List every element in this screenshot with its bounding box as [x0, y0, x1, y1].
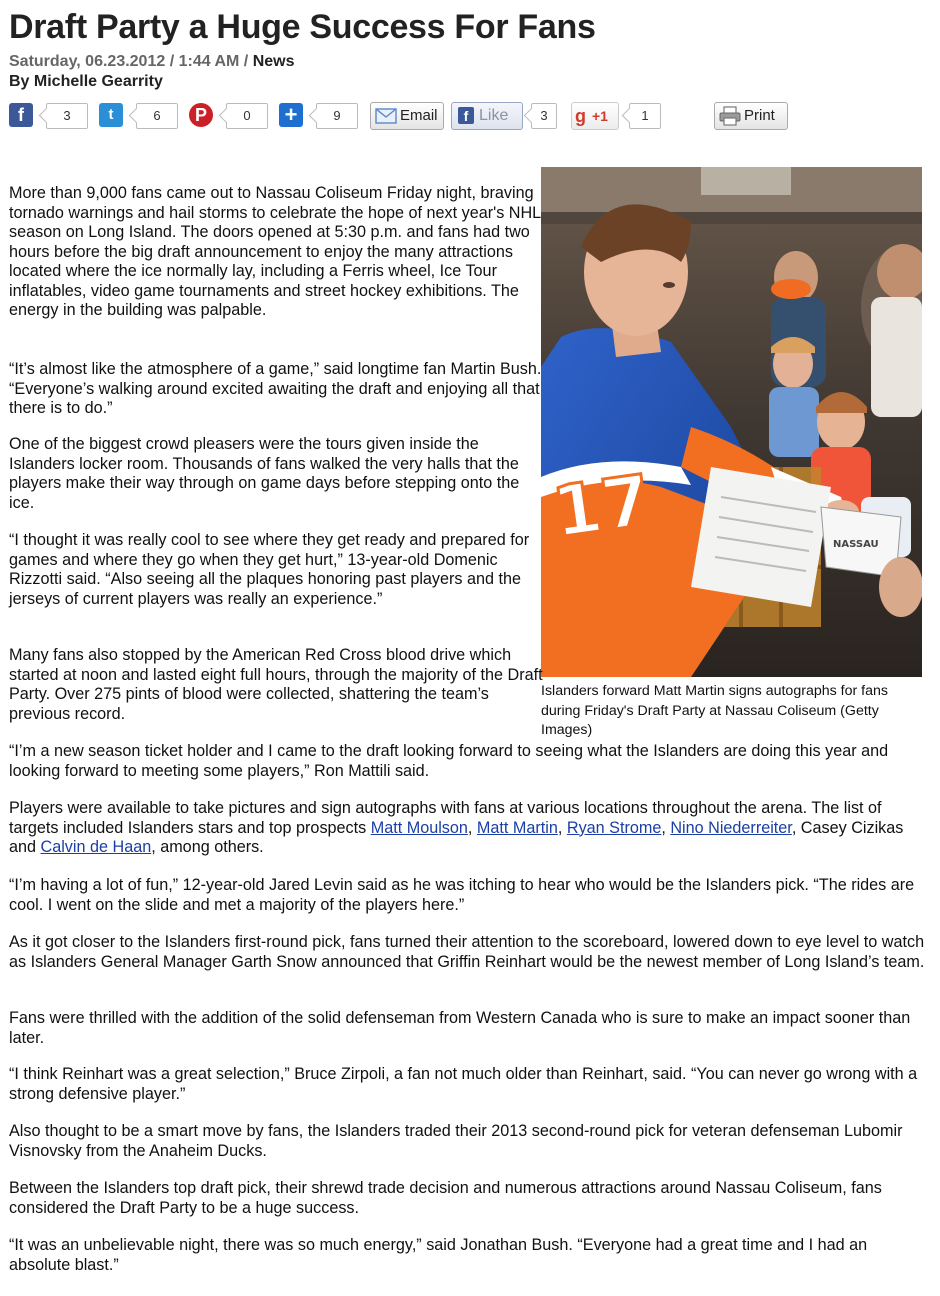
paragraph-10: Fans were thrilled with the addition of the solid defenseman from Western Canada who is sure to make an impact sooner than later. [9, 1009, 911, 1047]
paragraph-7-mid: , Casey Cizikas and [9, 818, 904, 856]
paragraph-8: “I’m having a lot of fun,” 12-year-old Jared Levin said as he was itching to hear who would be the Islanders pick. “The rides are cool. I went on the slide and met a majority of the players here.” [9, 876, 915, 914]
paragraph-7-sep-1: , [467, 818, 477, 837]
facebook-icon[interactable]: f [9, 103, 33, 127]
paragraph-13: Between the Islanders top draft pick, their shrewd trade decision and numerous attractions around Nassau Coliseum, fans considered the Draft Party to be a huge success. [9, 1179, 882, 1217]
pinterest-share-count: 0 [226, 103, 268, 129]
paragraph-12: Also thought to be a smart move by fans, the Islanders traded their 2013 second-round pick for veteran defenseman Lubomir Visnovsky from the Anaheim Ducks. [9, 1122, 903, 1160]
article-photo [541, 167, 922, 677]
player-signing-autographs-image [541, 167, 922, 677]
article-title: Draft Party a Huge Success For Fans [9, 8, 596, 46]
twitter-share-count: 6 [136, 103, 178, 129]
paragraph-5: Many fans also stopped by the American Red Cross blood drive which started at noon and lasted eight full hours, through the majority of the Draft Party. Over 275 pints of blood were collected, shattering the team’s previous record. [9, 646, 543, 723]
email-button[interactable] [370, 102, 444, 130]
like-label: Like [479, 107, 509, 124]
article-dateline [9, 52, 294, 72]
email-icon [375, 108, 397, 124]
paragraph-7-sep-3: , [661, 818, 671, 837]
paragraph-14: “It was an unbelievable night, there was so much energy,” said Jonathan Bush. “Everyone had a great time and I had an absolute blast.” [9, 1236, 868, 1274]
player-link-ryan-strome[interactable]: Ryan Strome [566, 818, 662, 837]
paragraph-2: “It’s almost like the atmosphere of a game,” said longtime fan Martin Bush. “Everyone’s walking around excited awaiting the draft and enjoying all that there is to do.” [9, 360, 542, 417]
google-plus-button[interactable] [571, 102, 619, 130]
addthis-icon[interactable]: + [279, 103, 303, 127]
paper-sign-text: NASSAU [833, 539, 879, 550]
twitter-icon[interactable]: t [99, 103, 123, 127]
facebook-like-icon: f [458, 107, 474, 124]
paragraph-9: As it got closer to the Islanders first-round pick, fans turned their attention to the scoreboard, lowered down to eye level to watch as Islanders General Manager Garth Snow announced that Griffin Reinhart would be the newest member of Long Island’s team. [9, 933, 925, 971]
paragraph-3: One of the biggest crowd pleasers were the tours given inside the Islanders locker room. Thousands of fans walked the very halls that the players make their way through on game days before stepping onto the ice. [9, 435, 520, 512]
paragraph-1: More than 9,000 fans came out to Nassau Coliseum Friday night, braving tornado warnings and hail storms to celebrate the hope of next year's NHL season on Long Island. The doors opened at 5:30 p.m. and fans had two hours before the big draft announcement to enjoy the many attractions located where the ice normally lay, including a Ferris wheel, Ice Tour inflatables, video game tournaments and street hockey exhibitions. The energy in the building was palpable. [9, 184, 541, 319]
gplus-count: 1 [629, 103, 661, 129]
paragraph-7-sep-2: , [557, 818, 567, 837]
addthis-share-count: 9 [316, 103, 358, 129]
facebook-like-button[interactable] [451, 102, 523, 130]
print-label: Print [744, 107, 775, 124]
player-link-matt-martin[interactable]: Matt Martin [476, 818, 558, 837]
paragraph-11: “I think Reinhart was a great selection,” Bruce Zirpoli, a fan not much older than Reinhart, said. “You can never go wrong with a strong defensive player.” [9, 1065, 918, 1103]
paragraph-7 [9, 799, 929, 858]
article-date: Saturday, 06.23.2012 / 1:44 AM / [9, 53, 249, 70]
photo-caption: Islanders forward Matt Martin signs autographs for fans during Friday's Draft Party at Nassau Coliseum (Getty Images) [541, 683, 888, 738]
player-link-matt-moulson[interactable]: Matt Moulson [370, 818, 468, 837]
paragraph-4: “I thought it was really cool to see where they get ready and prepared for games and where they go when they get hurt,” 13-year-old Domenic Rizzotti said. “Also seeing all the plaques honoring past players and the jerseys of current players was really an experience.” [9, 531, 530, 608]
jersey-number: 17 [547, 459, 656, 554]
email-label: Email [400, 107, 438, 124]
paragraph-7-lead: Players were available to take pictures and sign autographs with fans at various locations throughout the arena. The list of targets included Islanders stars and top prospects [9, 799, 882, 837]
facebook-share-count: 3 [46, 103, 88, 129]
player-link-calvin-de-haan[interactable]: Calvin de Haan [40, 838, 152, 856]
google-plus-icon: g [575, 106, 586, 126]
gplus-label: +1 [592, 108, 608, 124]
paragraph-6: “I’m a new season ticket holder and I came to the draft looking forward to seeing what the Islanders are doing this year and looking forward to meeting some players,” Ron Mattili said. [9, 742, 889, 780]
pinterest-icon[interactable]: P [189, 103, 213, 127]
print-button[interactable] [714, 102, 788, 130]
paragraph-7-tail: , among others. [151, 838, 264, 856]
print-icon [719, 106, 741, 126]
section-link[interactable]: News [252, 53, 295, 70]
player-link-nino-niederreiter[interactable]: Nino Niederreiter [670, 818, 792, 837]
article-byline: By Michelle Gearrity [9, 73, 163, 90]
like-count: 3 [531, 103, 557, 129]
